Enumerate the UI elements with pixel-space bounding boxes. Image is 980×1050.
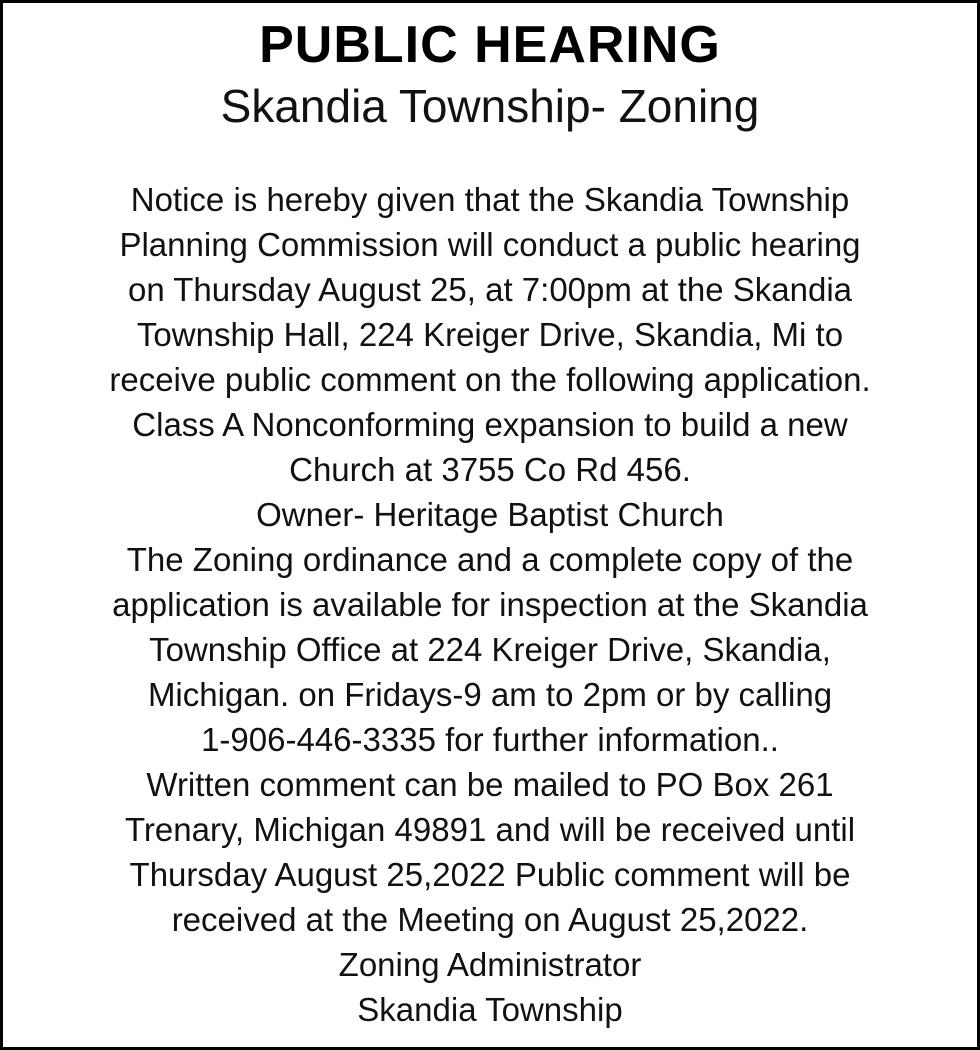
notice-title: PUBLIC HEARING (259, 16, 721, 74)
notice-line: Class A Nonconforming expansion to build a new (132, 406, 848, 443)
notice-body (23, 177, 957, 1032)
notice-owner-line: Owner- Heritage Baptist Church (256, 496, 724, 533)
notice-line: application is available for inspection at the Skandia (112, 586, 868, 623)
notice-line: Township Hall, 224 Kreiger Drive, Skandia, Mi to (136, 316, 844, 353)
notice-line: Michigan. on Fridays-9 am to 2pm or by calling (147, 676, 833, 713)
notice-signature-org: Skandia Township (357, 991, 623, 1028)
notice-line: Township Office at 224 Kreiger Drive, Skandia, (149, 631, 831, 668)
notice-signature-title: Zoning Administrator (338, 946, 642, 983)
notice-line: Trenary, Michigan 49891 and will be received until (124, 811, 856, 848)
notice-line: The Zoning ordinance and a complete copy of the (126, 541, 854, 578)
notice-line: Planning Commission will conduct a public hearing (119, 226, 861, 263)
notice-phone-line: 1-906-446-3335 for further information.. (201, 721, 779, 758)
notice-line: Church at 3755 Co Rd 456. (289, 451, 691, 488)
notice-line: on Thursday August 25, at 7:00pm at the Skandia (127, 271, 853, 308)
notice-line: received at the Meeting on August 25,2022. (171, 901, 809, 938)
notice-line: receive public comment on the following application. (109, 361, 871, 398)
notice-line: Written comment can be mailed to PO Box 261 (146, 766, 834, 803)
notice-line: Thursday August 25,2022 Public comment will be (129, 856, 851, 893)
notice-subtitle: Skandia Township- Zoning (220, 80, 760, 132)
notice-line: Notice is hereby given that the Skandia Township (130, 181, 850, 218)
